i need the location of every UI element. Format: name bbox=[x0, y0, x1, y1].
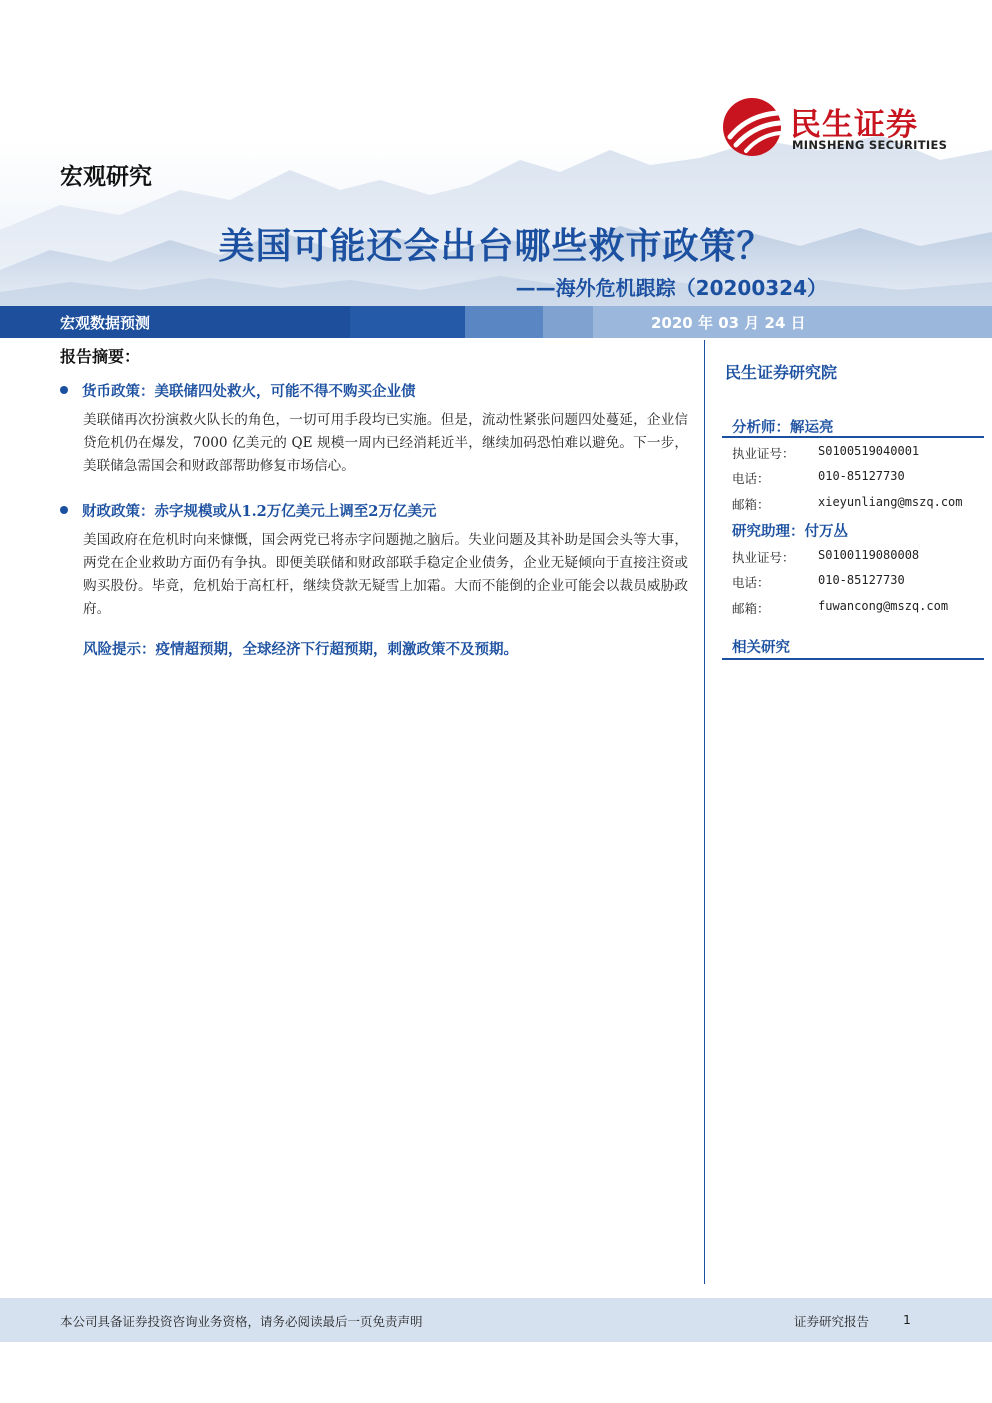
assistant-email-link[interactable]: fuwancong@mszq.com bbox=[818, 599, 949, 613]
band-segment-mid bbox=[350, 306, 465, 338]
assistant-license-row bbox=[732, 548, 984, 568]
page-footer bbox=[0, 1298, 992, 1342]
band-segment-dark bbox=[0, 306, 350, 338]
bullet-dot-icon bbox=[60, 386, 68, 394]
section-band bbox=[0, 306, 992, 338]
analyst-license-row bbox=[732, 444, 984, 464]
minsheng-logo-icon bbox=[722, 97, 784, 157]
bullet-body: 美联储再次扮演救火队长的角色，一切可用手段均已实施。但是，流动性紧张问题四处蔓延，企业信贷危机仍在爆发，7000 亿美元的 QE 规模一周内已经消耗近半，继续加码恐怕难以避免。下一步，美联储急需国会和财政部帮助修复市场信心。 bbox=[83, 412, 688, 474]
summary-bullet-fiscal bbox=[60, 500, 690, 621]
analyst-heading: 分析师：解运亮 bbox=[732, 419, 834, 436]
assistant-heading: 研究助理：付万丛 bbox=[732, 523, 848, 540]
assistant-phone-row bbox=[732, 573, 984, 593]
report-category: 宏观研究 bbox=[60, 164, 152, 190]
report-date: 2020 年 03 月 24 日 bbox=[651, 314, 806, 332]
risk-warning: 风险提示：疫情超预期，全球经济下行超预期，刺激政策不及预期。 bbox=[83, 641, 518, 658]
footer-doc-type: 证券研究报告 bbox=[794, 1314, 870, 1329]
assistant-email-row bbox=[732, 599, 984, 619]
row-key: 电话： bbox=[732, 575, 770, 590]
related-research-heading: 相关研究 bbox=[732, 639, 790, 656]
report-title: 美国可能还会出台哪些救市政策？ bbox=[218, 226, 774, 267]
page-number: 1 bbox=[903, 1312, 911, 1327]
bullet-dot-icon bbox=[60, 506, 68, 514]
bullet-body: 美国政府在危机时向来慷慨，国会两党已将赤字问题抛之脑后。失业问题及其补助是国会头等大事，两党在企业救助方面仍有争执。即便美联储和财政部联手稳定企业债务，企业无疑倾向于直接注资或购买股份。毕竟，危机始于高杠杆，继续贷款无疑雪上加霜。大而不能倒的企业可能会以裁员威胁政府。 bbox=[83, 532, 688, 617]
footer-disclaimer: 本公司具备证券投资咨询业务资格，请务必阅读最后一页免责声明 bbox=[60, 1314, 423, 1329]
analyst-email-link[interactable]: xieyunliang@mszq.com bbox=[818, 495, 963, 509]
analyst-divider bbox=[722, 436, 984, 438]
row-key: 邮箱： bbox=[732, 497, 770, 512]
summary-bullet-monetary bbox=[60, 380, 690, 478]
analyst-phone-row bbox=[732, 469, 984, 489]
row-key: 执业证号： bbox=[732, 550, 795, 565]
brand-name-cn: 民生证券 bbox=[790, 107, 918, 143]
band-segment-light bbox=[465, 306, 543, 338]
row-key: 执业证号： bbox=[732, 446, 795, 461]
brand-logo bbox=[722, 97, 952, 157]
bullet-title-text: 货币政策：美联储四处救火，可能不得不购买企业债 bbox=[82, 383, 416, 400]
analyst-email-row bbox=[732, 495, 984, 515]
report-subtitle: ——海外危机跟踪（20200324） bbox=[515, 276, 827, 300]
bullet-title bbox=[60, 500, 690, 521]
row-value: S0100119080008 bbox=[818, 548, 920, 562]
related-divider bbox=[722, 658, 984, 660]
row-value: S0100519040001 bbox=[818, 444, 920, 458]
row-key: 电话： bbox=[732, 471, 770, 486]
summary-heading: 报告摘要： bbox=[60, 347, 141, 366]
band-segment-lighter bbox=[543, 306, 593, 338]
row-value: 010-85127730 bbox=[818, 469, 905, 483]
brand-name-en: MINSHENG SECURITIES bbox=[792, 138, 948, 152]
row-value: 010-85127730 bbox=[818, 573, 905, 587]
bullet-title bbox=[60, 380, 690, 401]
institute-name: 民生证券研究院 bbox=[725, 363, 838, 382]
bullet-title-text: 财政政策：赤字规模或从1.2万亿美元上调至2万亿美元 bbox=[82, 503, 437, 520]
column-divider bbox=[704, 340, 705, 1284]
band-label: 宏观数据预测 bbox=[60, 314, 151, 332]
row-key: 邮箱： bbox=[732, 601, 770, 616]
